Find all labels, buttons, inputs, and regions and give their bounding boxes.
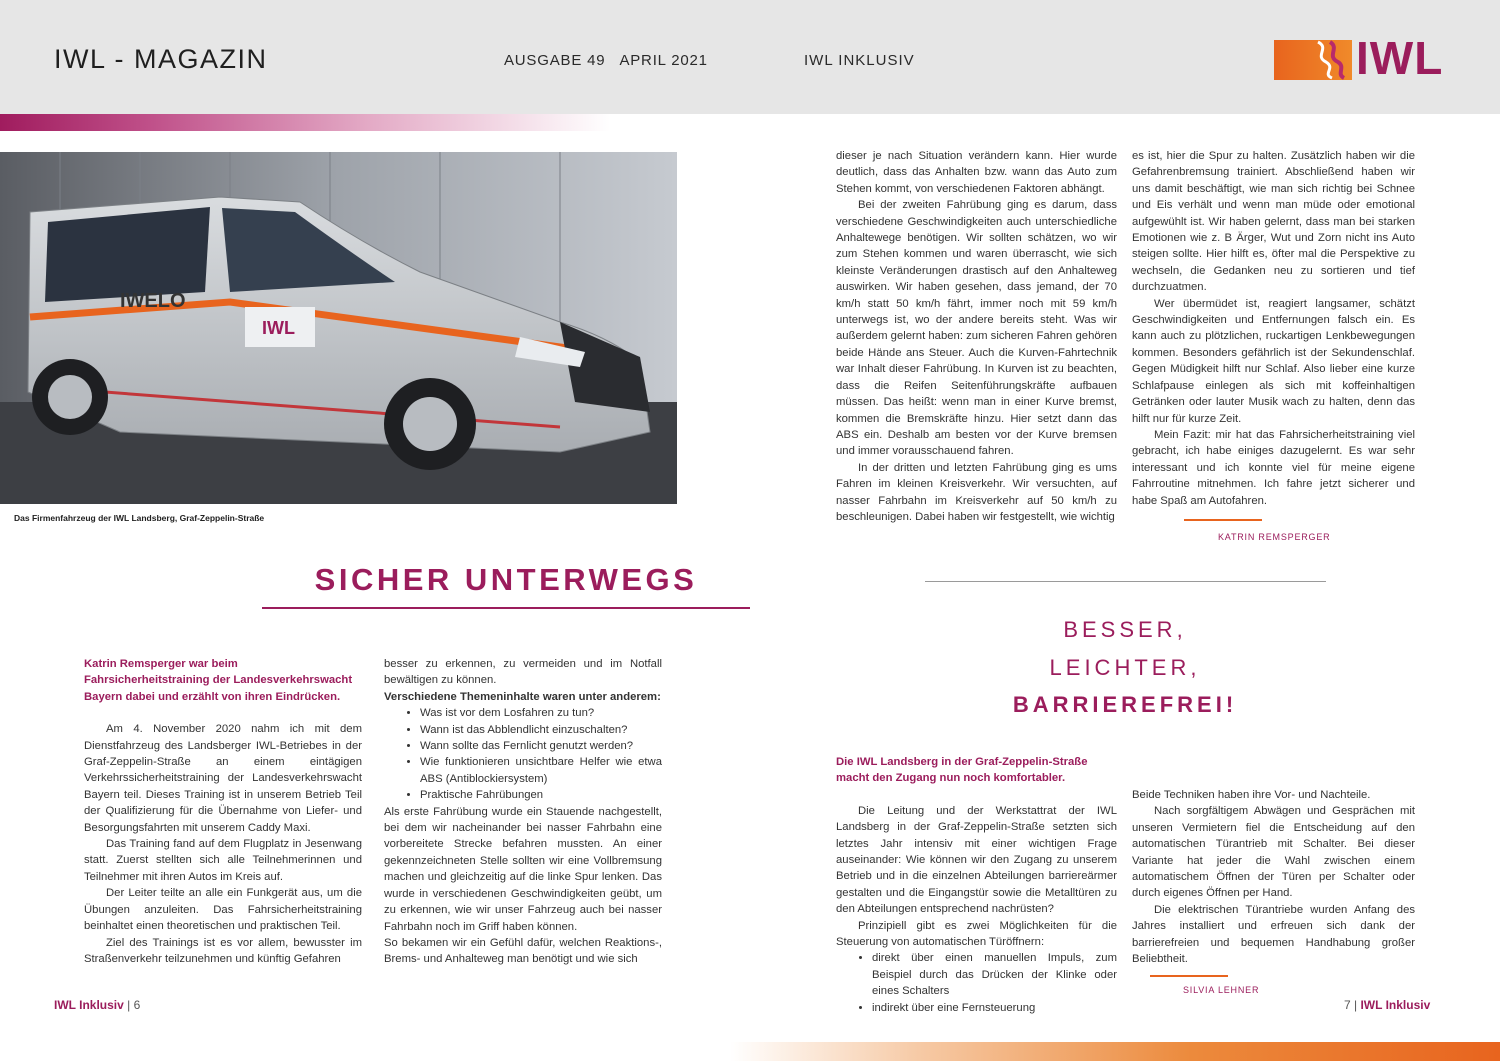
article1-author: KATRIN REMSPERGER: [1218, 532, 1331, 542]
paragraph: dieser je nach Situation verändern kann. Hier wurde deutlich, dass das Anhalten bzw. wann das Auto zum Stehen kommt, von verschiedenen Faktoren abhängt.: [836, 150, 1117, 195]
author-rule: [1184, 519, 1262, 521]
paragraph: Die Leitung und der Werkstattrat der IWL Landsberg in der Graf-Zeppelin-Straße setzten sich letztes Jahr intensiv mit einer wichtigen Frage auseinander: Wie können wir den Zugang zu unserem Betrieb und in die einzelnen Abteilungen barriereärmer gestalten und die Eingangstür sowie die Metalltüren zu den Abteilungen entsprechend nachrüsten?: [836, 804, 1117, 916]
author-rule: [1150, 975, 1228, 977]
iwl-logo-mark: [1274, 40, 1352, 80]
article1-column-4: [1132, 148, 1415, 509]
paragraph: Der Leiter teilte an alle ein Funkgerät aus, um die Übungen anzuleiten. Das Fahrsicherheitstraining beinhaltet einen theoretischen und praktischen Teil.: [84, 887, 362, 933]
list-item: • indirekt über eine Fernsteuerung: [872, 1000, 1117, 1016]
article1-title: SICHER UNTERWEGS: [314, 562, 698, 597]
paragraph: Nach sorgfältigem Abwägen und Gesprächen mit unseren Vermietern fiel die Entscheidung auf den automatischen Türantrieb mit Schalter. Bei dieser Variante hat jeder die Wahl zwischen einem automatischem Öffnen der Türen per Schalter oder durch eigenes Öffnen per Hand.: [1132, 805, 1415, 900]
van-photo: [0, 152, 677, 504]
logo-swirl-icon: [1274, 40, 1352, 80]
paragraph: In der dritten und letzten Fahrübung ging es ums Fahren im kleinen Kreisverkehr. Wir versuchten, auf nasser Fahrbahn im Kreisverkehr auf 50 km/h zu beschleunigen. Dabei haben wir festgestellt, wie wichtig: [836, 461, 1117, 523]
article2-title-line3: BARRIEREFREI!: [1012, 692, 1238, 717]
article2-lead: Die IWL Landsberg in der Graf-Zeppelin-Straße macht den Zugang nun noch komfortabler.: [836, 756, 1088, 785]
options-list: [836, 950, 1117, 1016]
paragraph: Als erste Fahrübung wurde ein Stauende nachgestellt, bei dem wir nacheinander bei nasser Fahrbahn eine vorbereitete Strecke befahren mussten. An einer gekennzeichneten Stelle sollten wir eine Vollbremsung machen und gleichzeitig auf die linke Spur lenken. Das wurde in verschiedenen Geschwindigkeiten geübt, um zu erkennen, wie wir unser Fahrzeug auch bei nasser Fahrbahn noch im Griff haben können.: [384, 805, 662, 933]
paragraph: Bei der zweiten Fahrübung ging es darum, dass verschiedene Geschwindigkeiten auch unterschiedliche Anhaltewege benötigen. Wir sollten schätzen, wo wir zum Stehen kommen und waren überrascht, wie sich kleinste Veränderungen drastisch auf den Anhalteweg auswirken. Wir haben gesehen, dass jemand, der 70 km/h statt 50 km/h fährt, immer noch mit 59 km/h unterwegs ist, wo der andere bereits steht. Was wir außerdem gelernt haben: zum sicheren Fahren gehören beide Hände ans Steuer. Auch die Kurven-Fahrtechnik war Inhalt dieser Fahrübung. In Kurven ist zu beachten, dass die Reifen Seitenführungskräfte aufbauen müssen. Das heißt: wenn man in einer Kurve bremst, kommen die Bremskräfte hinzu. Hier setzt dann das ABS ein. Deshalb am besten vor der Kurve bremsen und immer vorausschauend fahren.: [836, 199, 1117, 458]
paragraph: Mein Fazit: mir hat das Fahrsicherheitstraining viel gebracht, ich habe einiges dazugelernt. Es war sehr interessant und ich konnte viel für meine eigene Fahrroutine mitnehmen. Ich fahre jetzt sicherer und habe Spaß am Autofahren.: [1132, 428, 1415, 507]
page-number: | 6: [127, 998, 141, 1012]
section-label: IWL INKLUSIV: [804, 52, 915, 69]
article2-divider: [925, 581, 1326, 582]
footer-left: [54, 998, 140, 1012]
magazine-title: IWL - MAGAZIN: [54, 44, 268, 74]
article2-title-line1: BESSER,: [1063, 617, 1187, 642]
list-item: • direkt über einen manuellen Impuls, zum Beispiel durch das Drücken der Klinke oder eines Schalters: [872, 950, 1117, 999]
paragraph: Das Training fand auf dem Flugplatz in Jesenwang statt. Zuerst stellten sich alle Teilnehmerinnen und Teilnehmer mit ihren Autos im Kreis auf.: [84, 838, 362, 883]
article2-column-2: [1132, 787, 1415, 967]
paragraph: Am 4. November 2020 nahm ich mit dem Dienstfahrzeug des Landsberger IWL-Betriebes in der Graf-Zeppelin-Straße an einem eintägigen Verkehrssicherheitstraining der Landesverkehrswacht Bayern teil. Dieses Training ist in unserem Betrieb Teil der Qualifizierung für die Übernahme von Liefer- und Besorgungsfahrten mit unserem Caddy Maxi.: [84, 723, 362, 834]
article1-column-2: [384, 656, 662, 968]
topics-list: [384, 705, 662, 803]
header-gradient-bar: [0, 114, 610, 131]
paragraph: So bekamen wir ein Gefühl dafür, welchen Reaktions-, Brems- und Anhalteweg man benötigt und wie sich: [384, 936, 662, 966]
paragraph: Prinzipiell gibt es zwei Möglichkeiten für die Steuerung von automatischen Türöffnern:: [836, 919, 1117, 949]
footer-gradient-bar: [730, 1042, 1500, 1061]
paragraph: Beide Techniken haben ihre Vor- und Nachteile.: [1132, 789, 1371, 801]
iwl-logo-text: IWL: [1356, 32, 1444, 84]
footer-right: [1344, 998, 1430, 1012]
list-item: • Wann sollte das Fernlicht genutzt werden?: [420, 738, 662, 754]
article1-title-rule: [262, 607, 750, 609]
svg-text:IWELO: IWELO: [120, 290, 186, 312]
article1-lead: Katrin Remsperger war beim Fahrsicherheitstraining der Landesverkehrswacht Bayern dabei und erzählt von ihren Eindrücken.: [84, 658, 353, 703]
list-item: • Praktische Fahrübungen: [420, 787, 662, 803]
article2-column-1: [836, 754, 1117, 1016]
list-item: • Wie funktionieren unsichtbare Helfer wie etwa ABS (Antiblockiersystem): [420, 754, 662, 787]
issue-label: AUSGABE 49 APRIL 2021: [504, 52, 708, 69]
svg-text:IWL: IWL: [262, 318, 295, 338]
list-item: • Wann ist das Abblendlicht einzuschalten?: [420, 722, 662, 738]
article1-column-3: [836, 148, 1117, 525]
page-number: 7 |: [1344, 998, 1358, 1012]
paragraph: Wer übermüdet ist, reagiert langsamer, schätzt Geschwindigkeiten und Entfernungen falsch ein. Es kann auch zu plötzlichen, ruckartigen Lenkbewegungen kommen. Besonders gefährlich ist der Sekundenschlaf. Gegen Müdigkeit hilft nur Schlaf. Also lieber eine kurze Schlafpause einlegen als sich mit koffeinhaltigen Getränken oder lauter Musik wach zu halten, denn das hilft nur für kurze Zeit.: [1132, 297, 1415, 425]
article2-title-line2: LEICHTER,: [1049, 655, 1201, 680]
paragraph: besser zu erkennen, zu vermeiden und im Notfall bewältigen zu können.: [384, 658, 662, 687]
paragraph: es ist, hier die Spur zu halten. Zusätzlich haben wir die Gefahrenbremsung trainiert. Abschließend haben wir uns damit beschäftigt, wie man sich richtig bei Schnee und Eis verhält und wenn man müde oder emotional aufgewühlt ist. Wir haben gelernt, dass man bei starken Emotionen wie z. B Ärger, Wut und Zorn nicht ins Auto steigen sollte. Hier hilft es, öfter mal die Perspektive zu wechseln, die Gedanken neu zu sortieren und tief durchzuatmen.: [1132, 150, 1415, 294]
footer-brand: IWL Inklusiv: [1360, 998, 1431, 1012]
photo-caption: Das Firmenfahrzeug der IWL Landsberg, Graf-Zeppelin-Straße: [14, 513, 265, 523]
article1-column-1: [84, 656, 362, 967]
paragraph: Die elektrischen Türantriebe wurden Anfang des Jahres installiert und erfreuen sich dank der barrierefreien und bequemen Handhabung großer Beliebtheit.: [1132, 903, 1415, 966]
article2-author: SILVIA LEHNER: [1183, 985, 1260, 995]
list-item: • Was ist vor dem Losfahren zu tun?: [420, 705, 662, 721]
paragraph: Ziel des Trainings ist es vor allem, bewusster im Straßenverkehr teilzunehmen und künftig Gefahren: [84, 936, 362, 965]
topics-heading: Verschiedene Themeninhalte waren unter anderem:: [384, 690, 661, 703]
footer-brand: IWL Inklusiv: [54, 998, 124, 1012]
